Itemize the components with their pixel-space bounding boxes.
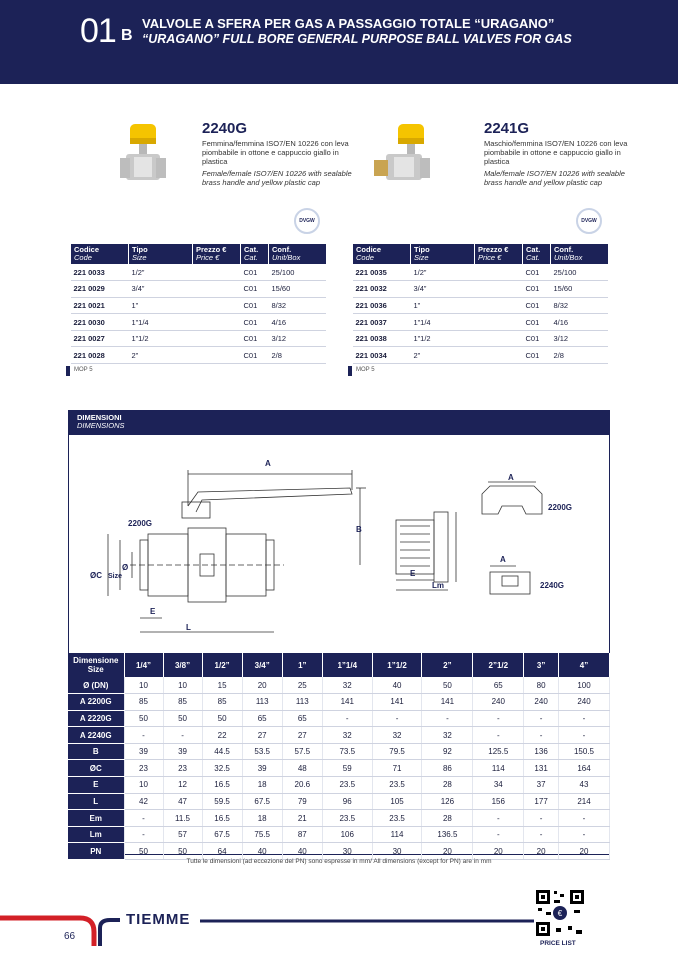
cell-size: 1” [129,297,193,314]
dimension-value: 32 [372,727,422,744]
valve-2241g-image [372,122,432,192]
dimension-value: 59.5 [202,793,242,810]
dimension-value: - [422,710,473,727]
price-table-header [353,244,609,264]
dimension-value: 240 [524,694,559,711]
cell-cat: C01 [241,314,269,331]
dimension-value: 141 [422,694,473,711]
dimension-value: 32 [322,727,372,744]
dimension-value: 32 [422,727,473,744]
price-table-row [71,281,327,298]
dimension-value: - [524,727,559,744]
cell-size: 3/4” [411,281,475,298]
dimension-value: 30 [322,843,372,860]
cell-price [475,264,523,281]
cell-code: 221 0027 [71,330,129,347]
dimension-value: 21 [282,810,322,827]
dimensions-heading: DIMENSIONI DIMENSIONS [69,411,609,435]
cell-price [475,314,523,331]
cell-size: 1” [411,297,475,314]
mop-label: MOP 5 [356,367,375,373]
dimension-value: 28 [422,777,473,794]
cell-code: 221 0032 [353,281,411,298]
dimension-value: - [473,810,524,827]
col-code: Codice Code [71,244,129,264]
dimension-value: 50 [124,710,163,727]
col-price: Prezzo € Price € [193,244,241,264]
dimension-row-label: Lm [68,826,124,843]
dimension-row-label: ØC [68,760,124,777]
cell-code: 221 0034 [353,347,411,364]
dimension-value: - [163,727,202,744]
dimension-value: 126 [422,793,473,810]
dimension-value: 30 [372,843,422,860]
cell-cat: C01 [523,314,551,331]
cell-code: 221 0035 [353,264,411,281]
cell-size: 3/4” [129,281,193,298]
dim-label-a-cap2: A [500,555,506,564]
dimension-value: 79 [282,793,322,810]
col-code: Codice Code [353,244,411,264]
dimension-value: 136 [524,743,559,760]
dimension-value: 136.5 [422,826,473,843]
dimension-value: - [524,810,559,827]
product-code: 2241G [484,120,530,137]
col-size: Tipo Size [411,244,475,264]
dimension-value: 10 [124,677,163,694]
footer-decoration [0,906,540,946]
product-2240g [202,120,352,187]
dimension-row-label: L [68,793,124,810]
cell-box: 8/32 [551,297,609,314]
dimension-value: 16.5 [202,777,242,794]
dim-label-lm: Lm [432,581,444,590]
cell-cat: C01 [241,330,269,347]
dimension-row [68,727,610,744]
dimension-value: 57 [163,826,202,843]
size-column-header: 1” [282,653,322,677]
dimension-value: 39 [242,760,282,777]
cell-box: 8/32 [269,297,327,314]
size-column-header: 4” [558,653,609,677]
dimension-value: 50 [202,710,242,727]
cell-box: 3/12 [551,330,609,347]
dimension-value: 75.5 [242,826,282,843]
size-column-header: 1/2” [202,653,242,677]
dimension-value: 50 [163,843,202,860]
cell-box: 2/8 [551,347,609,364]
col-cat: Cat. Cat. [241,244,269,264]
dimension-value: 65 [473,677,524,694]
product-desc-en: Female/female ISO7/EN 10226 with sealable brass handle and yellow plastic cap [202,169,352,187]
model-label-2220g: 2200G [548,503,573,512]
dimension-value: 57.5 [282,743,322,760]
dimension-value: 27 [282,727,322,744]
cell-price [193,281,241,298]
mop-marker [66,366,70,376]
dimension-value: 67.5 [242,793,282,810]
brand-logo: TIEMME [126,911,191,928]
dimension-value: 16.5 [202,810,242,827]
dimension-row-label: A 2220G [68,710,124,727]
cell-code: 221 0037 [353,314,411,331]
section-number: 01 [80,12,116,50]
dimension-value: 114 [473,760,524,777]
valve-2240g-image [120,122,180,192]
dim-label-a: A [265,459,271,468]
dimension-row [68,793,610,810]
dimension-value: 34 [473,777,524,794]
dimension-value: 214 [558,793,609,810]
dimension-value: 22 [202,727,242,744]
cell-box: 25/100 [269,264,327,281]
dimension-value: - [558,826,609,843]
dimension-row [68,743,610,760]
dimension-value: 23.5 [372,777,422,794]
dimension-row [68,826,610,843]
dim-label-size: Size [108,573,123,580]
dimension-value: 114 [372,826,422,843]
cell-size: 1”1/4 [129,314,193,331]
price-table-row [71,330,327,347]
dimension-value: 37 [524,777,559,794]
dimensions-header-row [68,653,610,677]
dimension-value: - [524,710,559,727]
dimension-row [68,677,610,694]
dimension-value: 20 [473,843,524,860]
dimension-row [68,777,610,794]
dimension-value: 50 [124,843,163,860]
dimension-value: 23.5 [322,810,372,827]
mop-label: MOP 5 [74,367,93,373]
size-header: Dimensione Size [68,653,124,677]
dimension-value: 141 [322,694,372,711]
dimension-value: 59 [322,760,372,777]
cell-box: 15/60 [269,281,327,298]
dimension-value: - [473,826,524,843]
dimension-value: 20 [242,677,282,694]
dimension-value: 23.5 [322,777,372,794]
mop-marker [348,366,352,376]
col-cat: Cat. Cat. [523,244,551,264]
dimension-value: 39 [163,743,202,760]
cell-size: 1”1/2 [411,330,475,347]
product-2241g [484,120,634,187]
dimension-value: 85 [163,694,202,711]
dimension-value: 164 [558,760,609,777]
dimension-value: 113 [242,694,282,711]
price-table-row [71,297,327,314]
dimension-value: 23.5 [372,810,422,827]
price-table-row [353,264,609,281]
dimension-value: 87 [282,826,322,843]
cell-price [193,264,241,281]
dimension-value: - [372,710,422,727]
cell-price [475,281,523,298]
cell-cat: C01 [241,297,269,314]
cell-price [193,297,241,314]
dimension-value: - [558,710,609,727]
dimension-value: 125.5 [473,743,524,760]
cell-price [193,314,241,331]
price-list-label: PRICE LIST [540,940,576,947]
cell-box: 2/8 [269,347,327,364]
price-table-2240g [70,244,326,364]
dimension-value: - [558,810,609,827]
cell-size: 1”1/2 [129,330,193,347]
cell-cat: C01 [523,281,551,298]
dimension-value: 79.5 [372,743,422,760]
dimension-value: 73.5 [322,743,372,760]
dimension-value: - [322,710,372,727]
dimension-value: 106 [322,826,372,843]
dimension-value: 150.5 [558,743,609,760]
dimension-value: 47 [163,793,202,810]
dimension-value: 48 [282,760,322,777]
dimension-value: 20 [422,843,473,860]
dimensions-note: Tutte le dimensioni (ad eccezione del PN) sono espresse in mm/ All dimensions (except for PN) are in mm [186,858,492,865]
cell-code: 221 0033 [71,264,129,281]
dimensions-table [68,653,610,860]
qr-code-icon[interactable] [534,888,586,938]
cell-cat: C01 [523,347,551,364]
product-desc-en: Male/female ISO7/EN 10226 with sealable brass handle and yellow plastic cap [484,169,625,187]
dimension-row-label: A 2200G [68,694,124,711]
cell-cat: C01 [523,264,551,281]
product-desc-it: Maschio/femmina ISO7/EN 10226 con leva piombabile in ottone e cappuccio giallo in plastica [484,139,628,166]
cell-cat: C01 [523,297,551,314]
page-title-it: VALVOLE A SFERA PER GAS A PASSAGGIO TOTALE “URAGANO” [142,16,555,31]
dimension-row-label: B [68,743,124,760]
size-column-header: 2” [422,653,473,677]
dimension-value: 50 [163,710,202,727]
cell-cat: C01 [241,264,269,281]
dimension-value: 156 [473,793,524,810]
dimension-row-label: Em [68,810,124,827]
dimension-value: 11.5 [163,810,202,827]
dimension-value: 20 [524,843,559,860]
dimension-value: 240 [558,694,609,711]
dimension-value: 10 [163,677,202,694]
dimension-value: 65 [242,710,282,727]
dimension-row-label: A 2240G [68,727,124,744]
dimension-value: 105 [372,793,422,810]
dimension-value: - [473,710,524,727]
price-table-row [353,347,609,364]
cell-price [193,330,241,347]
cell-code: 221 0030 [71,314,129,331]
dimension-row-label: E [68,777,124,794]
page-number: 66 [64,931,76,942]
cell-box: 25/100 [551,264,609,281]
dimension-row-label: Ø (DN) [68,677,124,694]
product-code: 2240G [202,120,248,137]
dimension-value: 25 [282,677,322,694]
cell-box: 4/16 [269,314,327,331]
dimension-value: 18 [242,810,282,827]
svg-text:€: € [557,909,563,918]
dimension-value: 53.5 [242,743,282,760]
dimension-value: 92 [422,743,473,760]
dimension-value: 12 [163,777,202,794]
dimension-row [68,810,610,827]
cell-price [475,347,523,364]
dvgw-cert-icon: DVGW [576,208,602,234]
page-title-en: “URAGANO” FULL BORE GENERAL PURPOSE BALL VALVES FOR GAS [142,32,572,46]
page-header [0,0,678,84]
dimension-value: 23 [163,760,202,777]
dimension-value: 67.5 [202,826,242,843]
size-column-header: 1”1/4 [322,653,372,677]
cell-size: 1”1/4 [411,314,475,331]
col-price: Prezzo € Price € [475,244,523,264]
size-column-header: 3/8” [163,653,202,677]
cell-price [193,347,241,364]
dimension-value: 10 [124,777,163,794]
price-table-row [353,330,609,347]
dimension-value: 42 [124,793,163,810]
dimension-value: 85 [124,694,163,711]
model-label-2200g: 2200G [128,519,153,528]
price-table-2241g [352,244,608,364]
dimension-value: 27 [242,727,282,744]
dimension-value: 80 [524,677,559,694]
cell-cat: C01 [241,347,269,364]
cell-size: 2” [129,347,193,364]
dim-label-e: E [150,607,156,616]
cell-box: 15/60 [551,281,609,298]
dimension-value: - [124,727,163,744]
dimension-value: 240 [473,694,524,711]
cell-code: 221 0028 [71,347,129,364]
col-box: Conf. Unit/Box [551,244,609,264]
dimension-value: 64 [202,843,242,860]
dimension-row [68,710,610,727]
cell-code: 221 0029 [71,281,129,298]
dimension-value: 50 [422,677,473,694]
dimension-value: 15 [202,677,242,694]
dimension-value: 141 [372,694,422,711]
cell-price [475,330,523,347]
dimension-value: 43 [558,777,609,794]
dimension-value: 96 [322,793,372,810]
cell-price [475,297,523,314]
price-table-row [71,314,327,331]
col-box: Conf. Unit/Box [269,244,327,264]
dimension-value: 40 [282,843,322,860]
price-table-row [353,314,609,331]
dimension-value: 65 [282,710,322,727]
model-label-2240g: 2240G [540,581,565,590]
dimension-value: 28 [422,810,473,827]
dimension-value: 100 [558,677,609,694]
product-desc-it: Femmina/femmina ISO7/EN 10226 con leva piombabile in ottone e cappuccio giallo in plastica [202,139,349,166]
dimension-value: 131 [524,760,559,777]
dimension-value: 44.5 [202,743,242,760]
dimension-value: 39 [124,743,163,760]
cell-cat: C01 [241,281,269,298]
dimension-value: - [124,826,163,843]
cell-code: 221 0038 [353,330,411,347]
dimension-row [68,760,610,777]
dimension-value: 40 [242,843,282,860]
dim-label-c: ØC [90,571,102,580]
size-column-header: 3/4” [242,653,282,677]
size-column-header: 1”1/2 [372,653,422,677]
dimension-value: - [558,727,609,744]
dim-label-b: B [356,525,362,534]
dimension-value: 71 [372,760,422,777]
dimension-value: 177 [524,793,559,810]
cell-code: 221 0021 [71,297,129,314]
dimension-value: 113 [282,694,322,711]
dim-label-a-cap1: A [508,473,514,482]
dimension-value: - [473,727,524,744]
col-size: Tipo Size [129,244,193,264]
price-table-row [353,297,609,314]
dimension-value: 32 [322,677,372,694]
dimension-row [68,694,610,711]
dimension-value: 18 [242,777,282,794]
dvgw-cert-icon: DVGW [294,208,320,234]
cell-code: 221 0036 [353,297,411,314]
cell-box: 4/16 [551,314,609,331]
cell-size: 1/2” [129,264,193,281]
dimension-value: - [524,826,559,843]
dimension-value: 85 [202,694,242,711]
cell-box: 3/12 [269,330,327,347]
cell-size: 2” [411,347,475,364]
dimension-value: 40 [372,677,422,694]
price-table-header [71,244,327,264]
price-table-row [71,264,327,281]
size-column-header: 3” [524,653,559,677]
dim-label-e-cap: E [410,569,416,578]
dimension-value: 20 [558,843,609,860]
size-column-header: 2”1/2 [473,653,524,677]
cell-size: 1/2” [411,264,475,281]
price-table-row [353,281,609,298]
dim-label-l: L [186,623,191,632]
price-table-row [71,347,327,364]
dimension-value: 20.6 [282,777,322,794]
dim-label-phi: Ø [122,563,129,572]
dimension-value: 86 [422,760,473,777]
dimension-value: 32.5 [202,760,242,777]
dimension-row-label: PN [68,843,124,860]
dimension-value: - [124,810,163,827]
technical-drawing [70,436,608,650]
cell-cat: C01 [523,330,551,347]
section-letter: B [121,27,133,44]
dimension-value: 23 [124,760,163,777]
size-column-header: 1/4” [124,653,163,677]
